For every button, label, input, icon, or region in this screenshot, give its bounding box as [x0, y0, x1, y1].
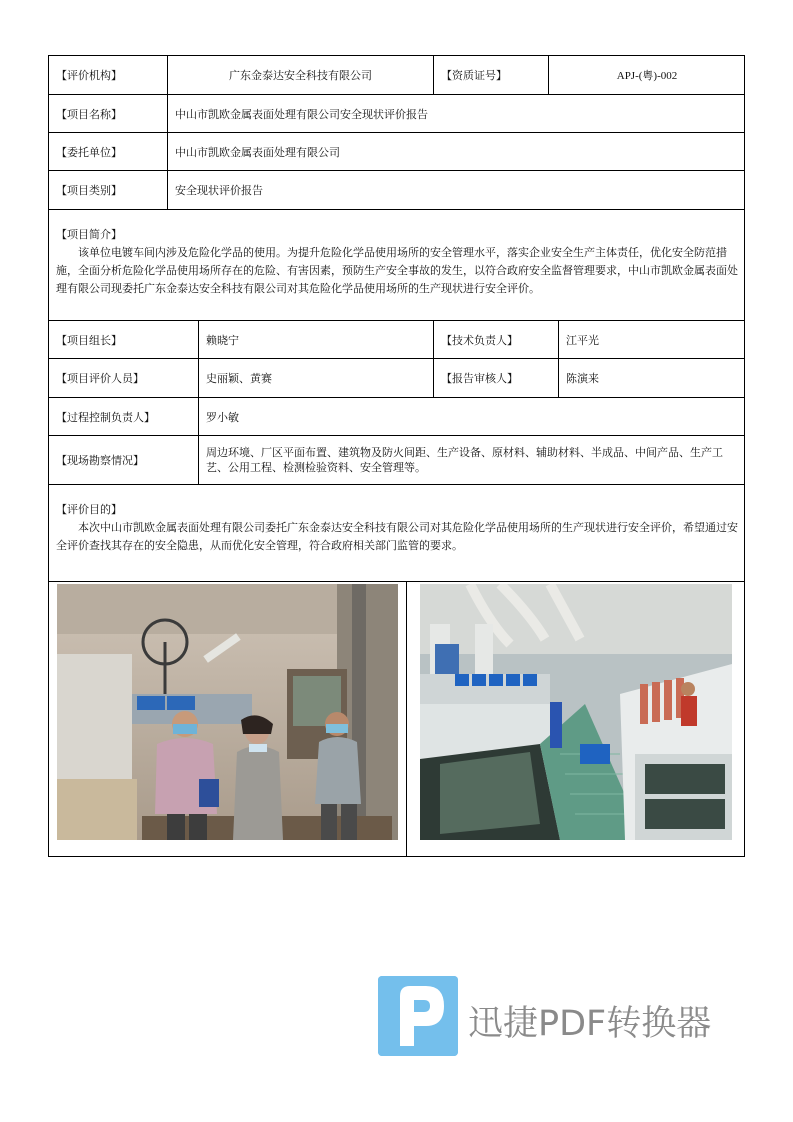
- category-label: 【项目类别】: [56, 184, 122, 197]
- org-label: 【评价机构】: [56, 69, 122, 82]
- leader-label: 【项目组长】: [56, 333, 122, 347]
- watermark-text: 迅捷PDF转换器: [468, 1004, 712, 1044]
- row-organization: [48, 55, 745, 94]
- evaluators-value: 史丽颖、黄赛: [206, 372, 272, 385]
- process-label: 【过程控制负责人】: [56, 410, 155, 424]
- tech-value: 江平光: [566, 333, 599, 347]
- evaluators-label: 【项目评价人员】: [56, 372, 144, 385]
- row-category: [48, 170, 745, 209]
- category-value: 安全现状评价报告: [175, 184, 263, 197]
- pdf-logo-icon: [378, 976, 458, 1056]
- row-leader: [48, 320, 745, 358]
- row-photos: [48, 581, 745, 857]
- row-intro: [48, 209, 745, 320]
- survey-label: 【现场勘察情况】: [56, 454, 144, 467]
- intro-label: 【项目简介】: [56, 228, 122, 241]
- row-project-name: [48, 94, 745, 132]
- org-value: 广东金泰达安全科技有限公司: [229, 69, 372, 82]
- reviewer-label: 【报告审核人】: [441, 372, 518, 385]
- cert-label: 【资质证号】: [441, 69, 507, 82]
- row-evaluators: [48, 358, 745, 397]
- tech-label: 【技术负责人】: [441, 333, 518, 347]
- reviewer-value: 陈演来: [566, 372, 599, 385]
- client-label: 【委托单位】: [56, 145, 122, 159]
- survey-value: 周边环境、厂区平面布置、建筑物及防火间距、生产设备、原材料、辅助材料、半成品、中间产品、生产工艺、公用工程、检测检验资料、安全管理等。: [206, 446, 723, 474]
- row-client: [48, 132, 745, 170]
- project-name-value: 中山市凯欧金属表面处理有限公司安全现状评价报告: [175, 107, 428, 121]
- leader-value: 赖晓宁: [206, 333, 239, 347]
- watermark-logo: [378, 976, 458, 1056]
- intro-text: 该单位电镀车间内涉及危险化学品的使用。为提升危险化学品使用场所的安全管理水平，落实企业安全生产主体责任，优化安全防范措施，全面分析危险化学品使用场所存在的危险、有害因素，预防生产安全事故的发生，以符合政府安全监督管理要求，中山市凯欧金属表面处理有限公司现委托广东金泰达安全科技有限公司对其危险化学品使用场所的生产现状进行安全评价。: [56, 246, 738, 295]
- row-purpose: [48, 484, 745, 581]
- project-name-label: 【项目名称】: [56, 107, 122, 121]
- purpose-label: 【评价目的】: [56, 503, 122, 516]
- client-value: 中山市凯欧金属表面处理有限公司: [175, 145, 340, 159]
- site-visit-photo: [57, 584, 398, 840]
- row-survey: [48, 435, 745, 484]
- process-value: 罗小敏: [206, 410, 239, 424]
- row-process: [48, 397, 745, 435]
- cert-value: APJ-(粤)-002: [616, 70, 678, 82]
- plating-line-photo: [420, 584, 732, 840]
- purpose-text: 本次中山市凯欧金属表面处理有限公司委托广东金泰达安全科技有限公司对其危险化学品使用场所的生产现状进行安全评价，希望通过安全评价查找其存在的安全隐患，从而优化安全管理，符合政府相关部门监管的要求。: [56, 521, 738, 552]
